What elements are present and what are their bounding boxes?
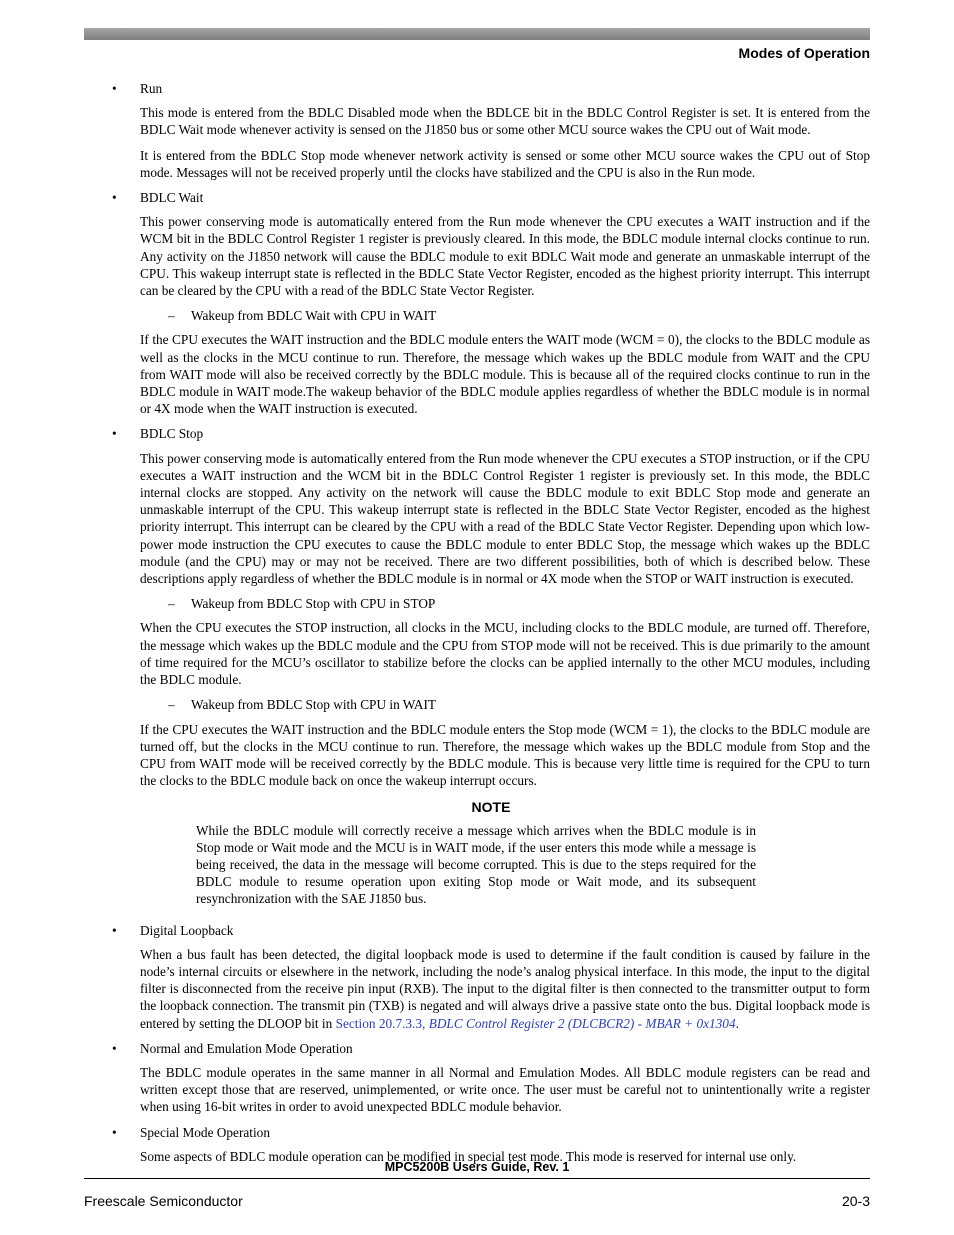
bullet-marker: • [112,81,117,96]
footer-company: Freescale Semiconductor [84,1193,243,1209]
section-title: Modes of Operation [738,45,870,61]
bullet-label: BDLC Wait [140,190,204,206]
bullet-label: Normal and Emulation Mode Operation [140,1040,353,1056]
bullet-run [112,80,870,97]
paragraph [140,946,870,1032]
sub-bullet [168,595,870,612]
bullet-marker: • [112,190,117,206]
paragraph: It is entered from the BDLC Stop mode whenever network activity is sensed or some other MCU source wakes the CPU out of Stop mode. Messages will not be received properly until the clocks have stabilized and the CPU is also in the Run mode. [140,147,870,180]
sub-bullet-label: Wakeup from BDLC Stop with CPU in STOP [191,596,436,612]
bullet-digital-loopback [112,922,870,939]
bullet-bdlc-stop [112,425,870,442]
bullet-normal-emulation [112,1040,870,1057]
paragraph: If the CPU executes the WAIT instruction and the BDLC module enters the WAIT mode (WCM = 0), the clocks to the BDLC module as well as the clocks in the MCU continue to run. Therefore, the message which wakes up the BDLC module from WAIT and the CPU from WAIT mode will also be received correctly by the BDLC module. This is because all of the required clocks continue to run in the BDLC module in WAIT mode.The wakeup behavior of the BDLC module applies regardless of whether the BDLC module is in normal or 4X mode when the WAIT instruction is executed. [140,332,870,417]
footer-guide-title: MPC5200B Users Guide, Rev. 1 [384,1160,570,1174]
paragraph: If the CPU executes the WAIT instruction and the BDLC module enters the Stop mode (WCM = 1), the clocks to the BDLC module are turned off, but the clocks in the MCU continue to run. Therefore, the message which wakes up the BDLC module from Stop and the CPU from WAIT mode will be received correctly by the BDLC module. This is because very little time is required for the CPU to turn the clocks to the BDLC module back on once the wakeup interrupt occurs. [140,721,870,789]
footer-divider [84,1178,870,1179]
bullet-marker: • [112,426,117,442]
bullet-label: Special Mode Operation [140,1124,270,1140]
dash-marker: – [168,596,175,612]
sub-bullet [168,307,870,324]
sub-bullet-label: Wakeup from BDLC Wait with CPU in WAIT [191,308,437,324]
bullet-special-mode [112,1124,870,1141]
paragraph: When the CPU executes the STOP instruction, all clocks in the MCU, including clocks to the BDLC module, are turned off. Therefore, the message which wakes up the BDLC module and the CPU from STOP mode will not be received. This is due primarily to the amount of time required for the MCU’s oscillator to stabilize before the clocks can be applied internally to the other MCU modules, including the BDLC module. [140,620,870,688]
paragraph-text: When a bus fault has been detected, the digital loopback mode is used to determine if the fault condition is caused by failure in the node’s internal circuits or elsewhere in the network, including the node’s analog physical interface. In this mode, the input to the digital filter is disconnected from the receive pin input (RXB). The input to the digital filter is then connected to the transmitter output to form the loopback connection. The transmit pin (TXB) is negated and will always drive a passive state onto the bus. Digital loopback mode is entered by setting the DLOOP bit in [140,946,870,1031]
bullet-marker: • [112,922,117,938]
bullet-marker: • [112,1040,117,1056]
bullet-marker: • [112,1124,117,1140]
page-number: 20-3 [841,1193,870,1209]
sub-bullet [168,696,870,713]
dash-marker: – [168,308,175,324]
bullet-label: BDLC Stop [140,426,204,442]
bullet-label: Digital Loopback [140,922,234,938]
paragraph-text-end: . [735,1015,739,1031]
note-title: NOTE [471,799,511,816]
register-link[interactable]: BDLC Control Register 2 (DLCBCR2) - MBAR + 0x1304 [428,1015,736,1031]
paragraph: Some aspects of BDLC module operation can be modified in special test mode. This mode is reserved for internal use only. [140,1148,797,1164]
paragraph: The BDLC module operates in the same manner in all Normal and Emulation Modes. All BDLC module registers can be read and written except those that are reserved, unimplemented, or write once. The user must be careful not to unintentionally write a register when using 16-bit writes in order to avoid unexpected BDLC module behavior. [140,1064,870,1115]
bullet-label: Run [140,81,163,96]
link-separator: , [422,1015,429,1031]
document-body [112,80,870,1173]
dash-marker: – [168,697,175,713]
paragraph: This mode is entered from the BDLC Disabled mode when the BDLCE bit in the BDLC Control Register is set. It is entered from the BDLC Wait mode whenever activity is sensed on the J1850 bus or some other MCU source wakes the CPU out of Wait mode. [140,105,870,138]
section-link[interactable]: Section 20.7.3.3 [335,1015,423,1031]
header-bar [84,28,870,40]
paragraph: This power conserving mode is automatically entered from the Run mode whenever the CPU executes a STOP instruction, or if the CPU executes a WAIT instruction and the WCM bit in the BDLC Control Register 1 register is previously set. In this mode, the BDLC internal clocks are stopped. Any activity on the network will cause the BDLC module to exit BDLC Stop mode and generate an unmaskable interrupt of the CPU. This wakeup interrupt state is reflected in the BDLC State Vector Register, encoded as the highest priority interrupt. This interrupt can be cleared by the CPU with a read of the BDLC State Vector Register. Depending upon which low-power mode instruction the CPU executes to cause the BDLC module to enter BDLC Stop, the message which wakes up the BDLC module (and the CPU) may or may not be received. There are two different possibilities, both of which is described below. These descriptions apply regardless of whether the BDLC module is in normal or 4X mode when the STOP or WAIT instruction is executed. [140,450,870,587]
bullet-bdlc-wait [112,189,870,206]
sub-bullet-label: Wakeup from BDLC Stop with CPU in WAIT [191,697,437,713]
paragraph: This power conserving mode is automatically entered from the Run mode whenever the CPU executes a WAIT instruction and if the WCM bit in the BDLC Control Register 1 register is previously cleared. In this mode, the BDLC module internal clocks continue to run. Any activity on the J1850 network will cause the BDLC module to exit BDLC Wait mode and generate an unmaskable interrupt of the CPU. This wakeup interrupt state is reflected in the BDLC State Vector Register, encoded as the highest priority interrupt. This interrupt can be cleared by the CPU with a read of the BDLC State Vector Register. [140,214,870,299]
note-body: While the BDLC module will correctly receive a message which arrives when the BDLC module is in Stop mode or Wait mode and the MCU is in WAIT mode, if the user enters this mode while a message is being received, the data in the message will become corrupted. This is due to the steps required for the BDLC module to resume operation upon exiting Stop mode or Wait mode, and its subsequent resynchronization with the SAE J1850 bus. [196,822,756,907]
